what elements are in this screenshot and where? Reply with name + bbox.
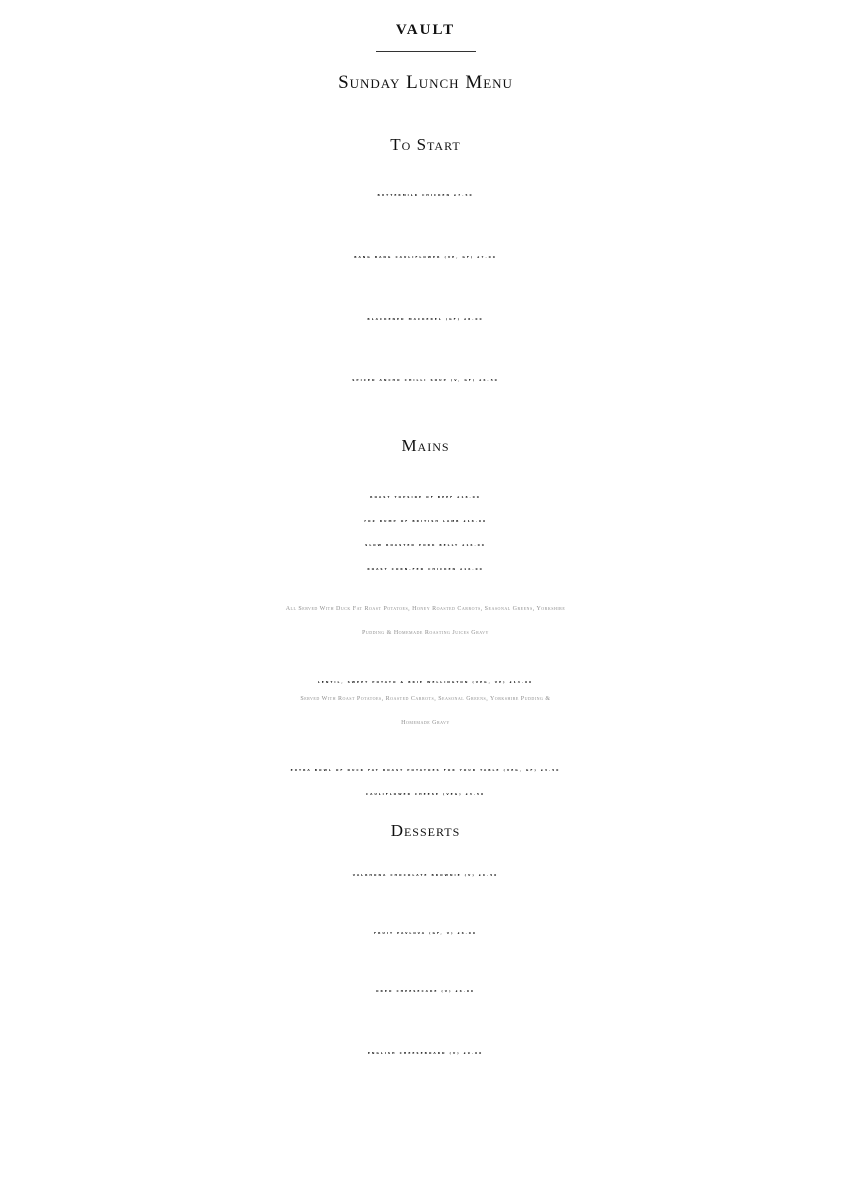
section-title-desserts: Desserts [390,821,461,840]
dessert-item-name: ENGLISH CHEESEBOARD (V) £9.00 [367,1051,484,1055]
menu-title: Sunday Lunch Menu [338,72,513,93]
starter-item-name: BUTTERMILK CHICKEN £7.50 [377,193,474,197]
starter-item-name: BANG BANG CAULIFLOWER (VE, GF) £7.00 [354,255,497,259]
main-item: 7OZ RUMP OF BRITISH LAMB £18.00 [363,519,488,523]
dessert-item-name: OREO CHEESECAKE (V) £6.00 [375,989,476,993]
starter-item-name: SPICED ANCHO CHILLI SOUP (V, GF) £6.50 [352,378,499,382]
veg-served-with: Homemade Gravy [401,720,450,726]
main-item: ROAST TOPSIDE OF BEEF £18.00 [370,495,481,499]
dessert-item-name: FRUIT PAVLOVA (GF, V) £6.00 [374,931,477,935]
veg-main-item: LENTIL, SWEET POTATO & BRIE WELLINGTON (VEG, VE) £14.00 [317,680,534,684]
extra-item: EXTRA BOWL OF DUCK FAT ROAST POTATOES FOR YOUR TABLE (VEG, GF) £3.50 [290,768,561,772]
dessert-item-name: VALRHONA CHOCOLATE BROWNIE (V) £6.50 [352,873,499,877]
section-title-mains: Mains [401,436,450,455]
main-item: ROAST CORN-FED CHICKEN £16.00 [367,567,484,571]
section-title-starters: To Start [390,135,461,154]
logo-divider [376,51,476,52]
starter-item-name: BLACKENED MACKEREL (GF) £8.00 [367,317,484,321]
main-item: SLOW ROASTED PORK BELLY £16.00 [365,543,486,547]
brand-logo: VAULT [395,22,456,38]
mains-served-with: All Served With Duck Fat Roast Potatoes, Honey Roasted Carrots, Seasonal Greens, Yorkshire [285,606,566,612]
veg-served-with: Served With Roast Potatoes, Roasted Carrots, Seasonal Greens, Yorkshire Pudding & [300,696,551,702]
mains-served-with: Pudding & Homemade Roasting Juices Gravy [362,630,489,636]
extra-item: CAULIFLOWER CHEESE (VEG) £3.50 [365,792,486,796]
